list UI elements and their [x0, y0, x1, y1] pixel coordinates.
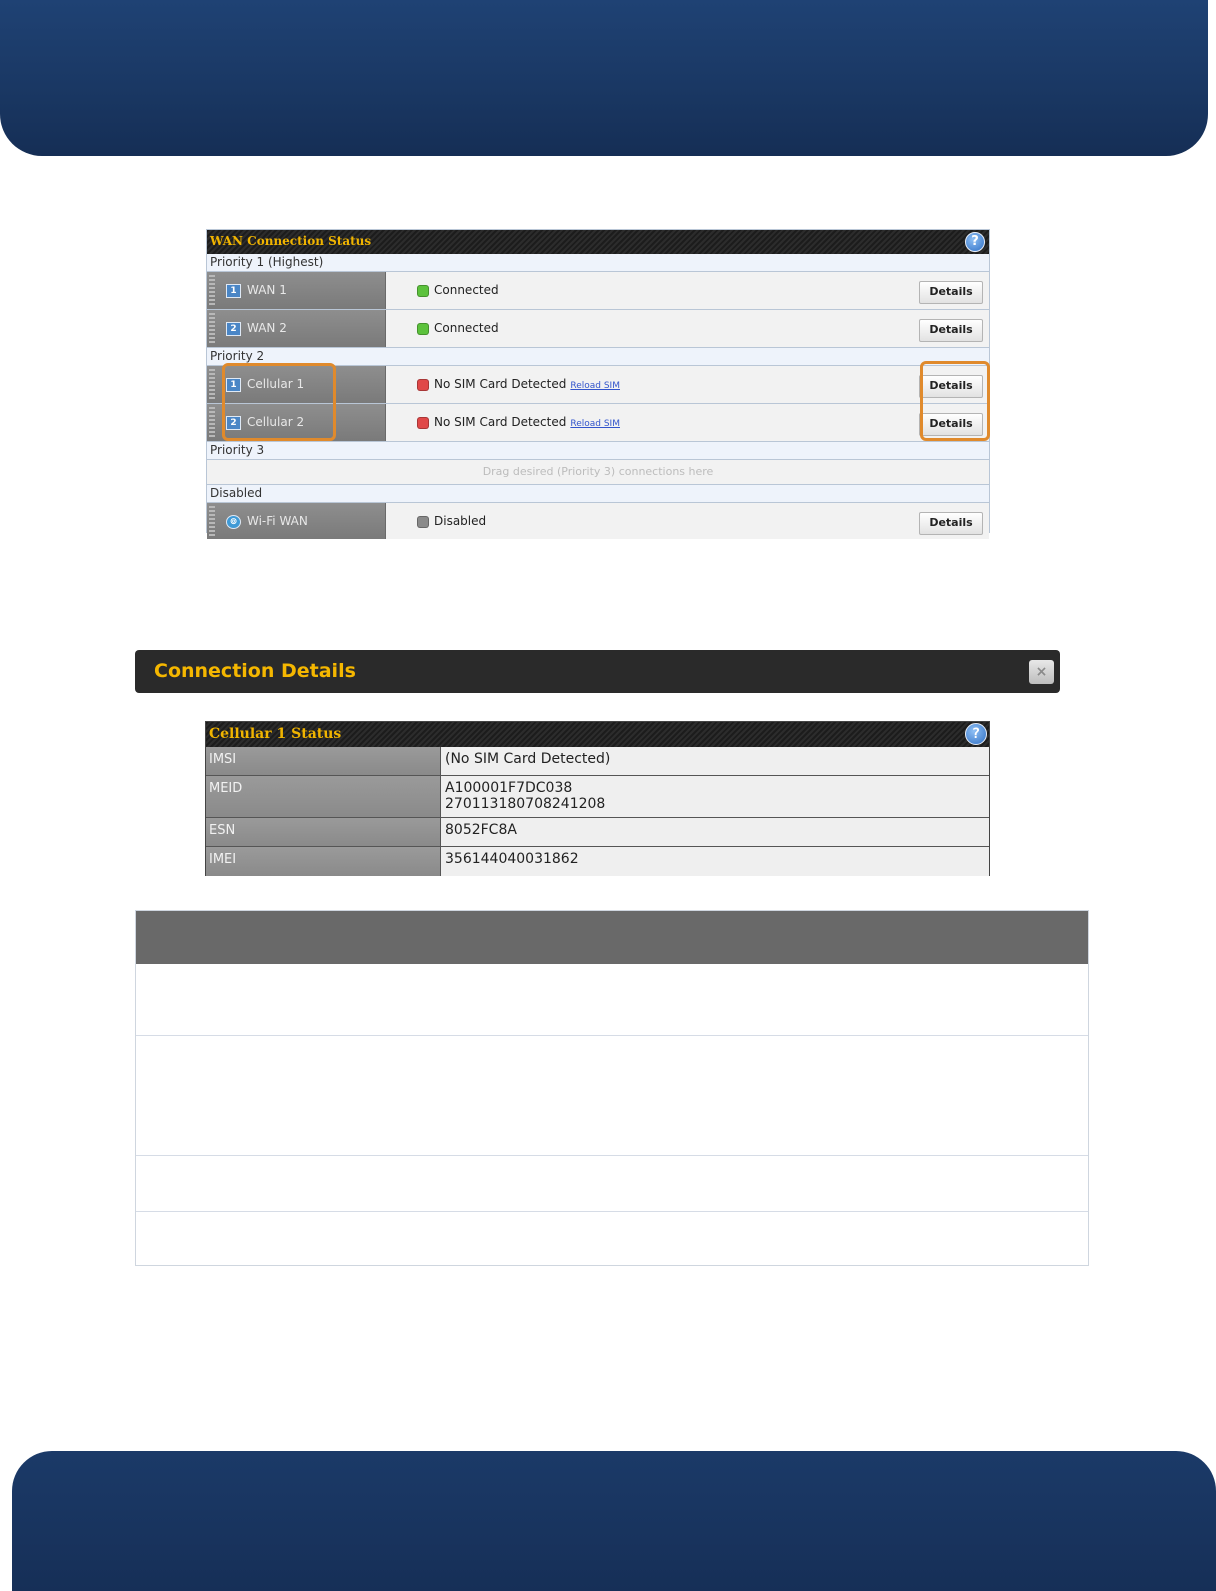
wan-row-wifi [207, 503, 989, 539]
status-led-icon [417, 285, 429, 297]
row-value [441, 747, 989, 775]
drag-grip-icon[interactable] [209, 313, 215, 344]
status-text [434, 415, 620, 429]
row-value [441, 776, 989, 817]
drag-grip-icon[interactable] [209, 275, 215, 306]
dialog-title: Connection Details [154, 660, 356, 682]
row-value [441, 818, 989, 846]
value-line: (No SIM Card Detected) [445, 751, 611, 767]
status-led-icon [417, 516, 429, 528]
table-header [136, 911, 1088, 964]
connection-status-cell [386, 404, 989, 441]
table-row [136, 1156, 1088, 1212]
details-button[interactable]: Details [919, 319, 983, 342]
wan-number-icon: 2 [226, 322, 241, 336]
reload-sim-link[interactable]: Reload SIM [570, 419, 620, 429]
connection-name: WAN 2 [247, 321, 287, 335]
value-line: 356144040031862 [445, 851, 579, 867]
status-text: Connected [434, 283, 499, 297]
priority-2-label: Priority 2 [207, 348, 989, 366]
status-led-icon [417, 417, 429, 429]
panel-title: Cellular 1 Status [209, 726, 342, 742]
wan-connection-status-panel [206, 229, 990, 533]
cellular-names-highlight [222, 363, 336, 441]
row-key: IMEI [206, 847, 441, 876]
drag-grip-icon[interactable] [209, 506, 215, 536]
top-banner [0, 0, 1208, 156]
reload-sim-link[interactable]: Reload SIM [570, 381, 620, 391]
connection-status-cell [386, 272, 989, 309]
cellular-status-panel [205, 721, 990, 876]
value-line: 270113180708241208 [445, 796, 606, 812]
disabled-label: Disabled [207, 485, 989, 503]
drag-grip-icon[interactable] [209, 407, 215, 438]
connection-status-cell [386, 503, 989, 539]
status-led-icon [417, 379, 429, 391]
connection-handle[interactable] [207, 503, 386, 539]
wan-number-icon: 1 [226, 284, 241, 298]
status-row-imei [206, 847, 989, 876]
status-row-esn [206, 818, 989, 847]
cellular-icon: 1 [226, 378, 241, 392]
connection-details-dialog-header [135, 650, 1060, 693]
value-line: 8052FC8A [445, 822, 517, 838]
status-row-meid [206, 776, 989, 818]
priority-3-drop-zone[interactable]: Drag desired (Priority 3) connections here [207, 460, 989, 485]
details-buttons-highlight [920, 361, 990, 441]
close-icon[interactable]: × [1029, 660, 1054, 684]
bottom-banner [12, 1451, 1216, 1591]
table-row [136, 1036, 1088, 1156]
row-key: MEID [206, 776, 441, 817]
row-key: ESN [206, 818, 441, 846]
status-text: Connected [434, 321, 499, 335]
row-value [441, 847, 989, 876]
details-button[interactable]: Details [919, 413, 983, 436]
help-icon[interactable]: ? [965, 723, 987, 745]
connection-name: Cellular 2 [247, 415, 305, 429]
connection-name: WAN 1 [247, 283, 287, 297]
row-key: IMSI [206, 747, 441, 775]
connection-name: Wi-Fi WAN [247, 514, 308, 528]
info-table [135, 910, 1089, 1266]
details-button[interactable]: Details [919, 375, 983, 398]
status-label: No SIM Card Detected [434, 415, 567, 429]
panel-title: WAN Connection Status [210, 234, 372, 248]
priority-1-label: Priority 1 (Highest) [207, 254, 989, 272]
panel-header [207, 230, 989, 254]
status-text: Disabled [434, 514, 487, 528]
table-row [136, 1212, 1088, 1265]
connection-name: Cellular 1 [247, 377, 305, 391]
status-text [434, 377, 620, 391]
status-row-imsi [206, 747, 989, 776]
panel-header [206, 722, 989, 747]
cellular-icon: 2 [226, 416, 241, 430]
table-row [136, 964, 1088, 1036]
wan-row-wan1 [207, 272, 989, 310]
details-button[interactable]: Details [919, 281, 983, 304]
wan-row-wan2 [207, 310, 989, 348]
connection-status-cell [386, 366, 989, 403]
connection-handle[interactable] [207, 272, 386, 309]
status-led-icon [417, 323, 429, 335]
drag-grip-icon[interactable] [209, 369, 215, 400]
priority-3-label: Priority 3 [207, 442, 989, 460]
value-line: A100001F7DC038 [445, 780, 573, 796]
wifi-icon: ⊚ [226, 515, 241, 529]
help-icon[interactable]: ? [965, 232, 985, 252]
status-label: No SIM Card Detected [434, 377, 567, 391]
details-button[interactable]: Details [919, 512, 983, 535]
connection-status-cell [386, 310, 989, 347]
connection-handle[interactable] [207, 310, 386, 347]
